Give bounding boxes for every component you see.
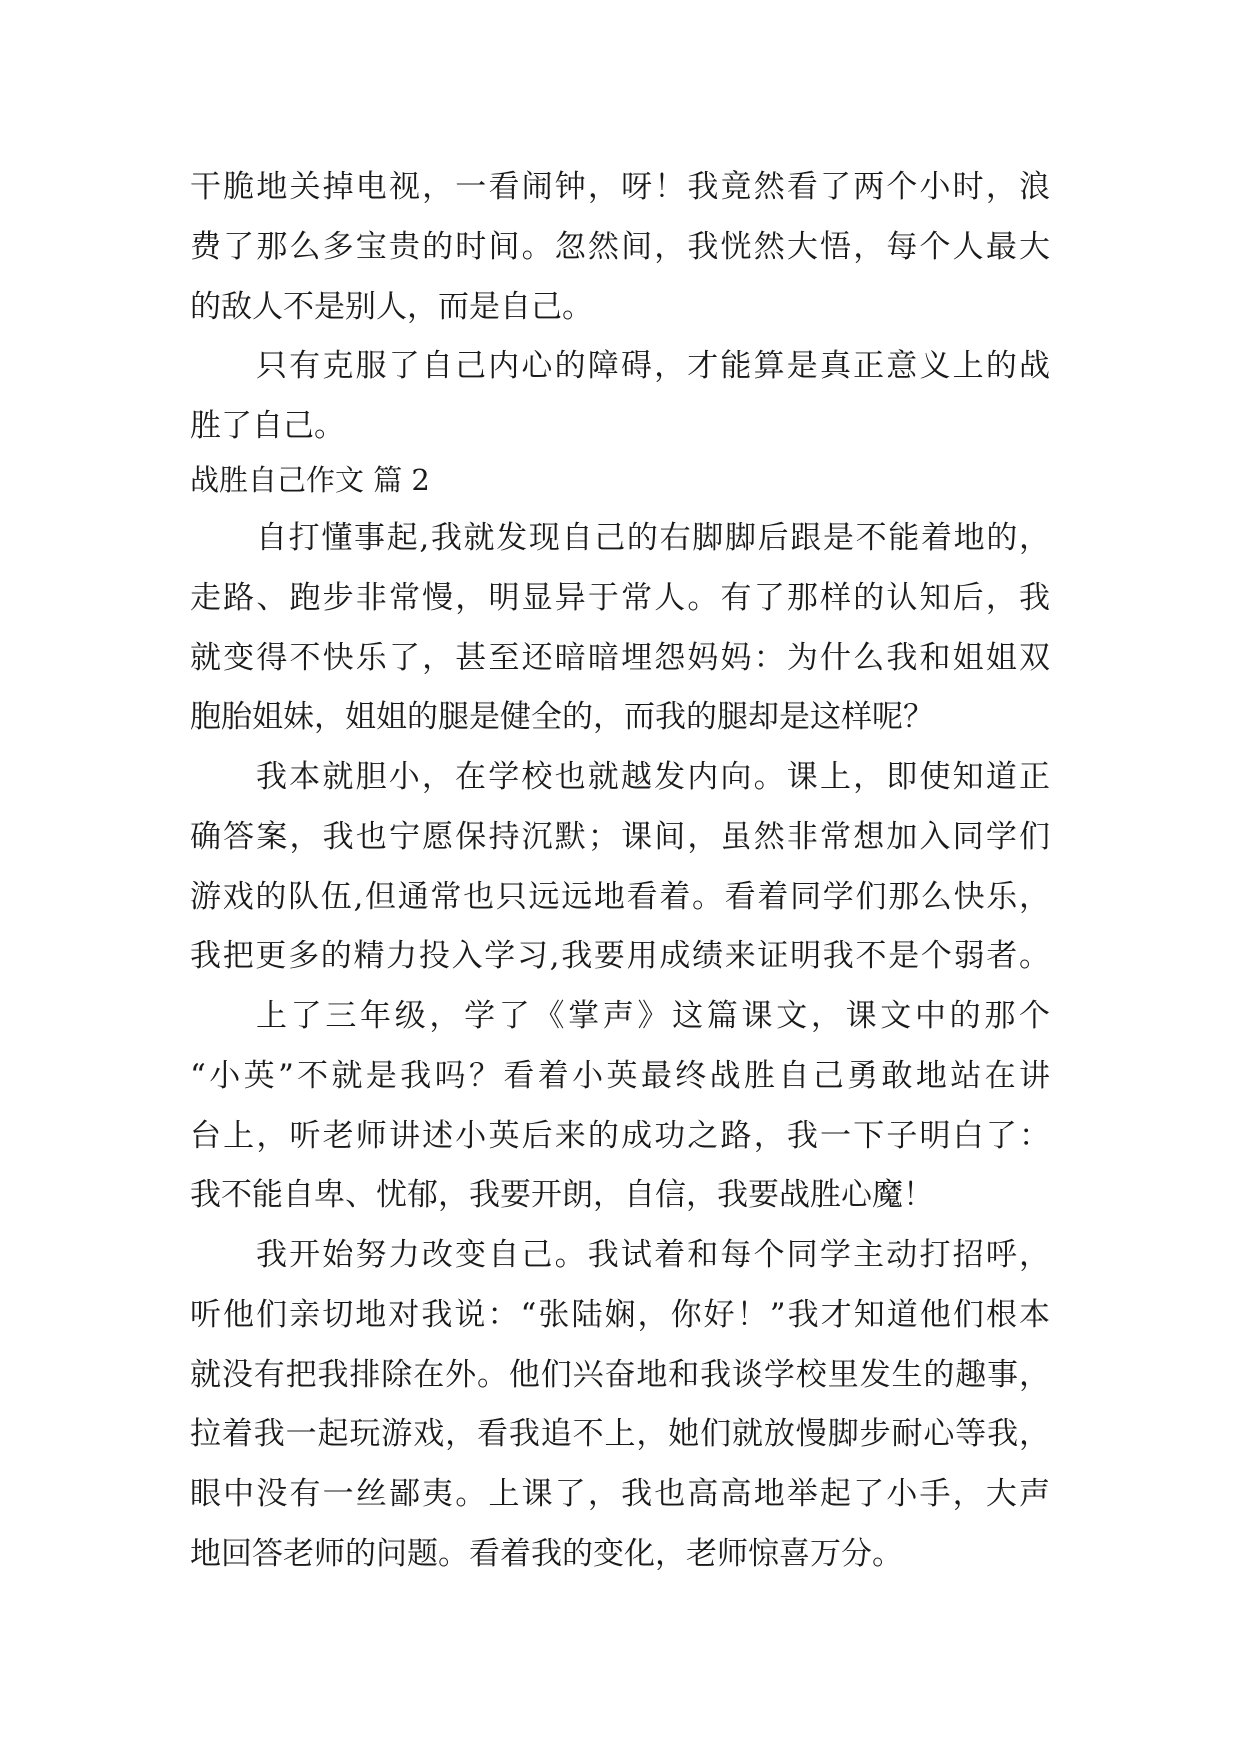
- paragraph-6-line-4: 拉着我一起玩游戏，看我追不上，她们就放慢脚步耐心等我，: [190, 1416, 1050, 1452]
- paragraph-5-line-1: 上了三年级，学了《掌声》这篇课文，课文中的那个: [256, 998, 1050, 1034]
- paragraph-5-line-4: 我不能自卑、忧郁，我要开朗，自信，我要战胜心魔！: [190, 1177, 934, 1213]
- paragraph-3-line-4: 胞胎姐妹，姐姐的腿是健全的，而我的腿却是这样呢？: [190, 699, 934, 735]
- paragraph-1-line-2: 费了那么多宝贵的时间。忽然间，我恍然大悟，每个人最大: [190, 229, 1050, 265]
- paragraph-4-line-1: 我本就胆小，在学校也就越发内向。课上，即使知道正: [256, 759, 1050, 795]
- paragraph-4-line-4: 我把更多的精力投入学习,我要用成绩来证明我不是个弱者。: [190, 938, 1050, 974]
- paragraph-4-line-2: 确答案，我也宁愿保持沉默；课间，虽然非常想加入同学们: [190, 819, 1050, 855]
- paragraph-3-line-1: 自打懂事起,我就发现自己的右脚脚后跟是不能着地的，: [256, 520, 1050, 556]
- paragraph-6-line-2: 听他们亲切地对我说：“张陆娴，你好！”我才知道他们根本: [190, 1297, 1050, 1333]
- paragraph-1-line-3: 的敌人不是别人，而是自己。: [190, 289, 593, 325]
- paragraph-5-line-3: 台上，听老师讲述小英后来的成功之路，我一下子明白了：: [190, 1118, 1050, 1154]
- paragraph-3-line-3: 就变得不快乐了，甚至还暗暗埋怨妈妈：为什么我和姐姐双: [190, 640, 1050, 676]
- paragraph-6-line-3: 就没有把我排除在外。他们兴奋地和我谈学校里发生的趣事，: [190, 1357, 1050, 1393]
- paragraph-2-line-1: 只有克服了自己内心的障碍，才能算是真正意义上的战: [256, 348, 1050, 384]
- paragraph-5-line-2: “小英”不就是我吗？看着小英最终战胜自己勇敢地站在讲: [190, 1058, 1050, 1094]
- paragraph-3-line-2: 走路、跑步非常慢，明显异于常人。有了那样的认知后，我: [190, 580, 1050, 616]
- paragraph-2-line-2: 胜了自己。: [190, 408, 345, 444]
- section-heading: 战胜自己作文 篇 2: [190, 463, 430, 497]
- paragraph-6-line-6: 地回答老师的问题。看着我的变化，老师惊喜万分。: [190, 1536, 903, 1572]
- paragraph-1-line-1: 干脆地关掉电视，一看闹钟，呀！我竟然看了两个小时，浪: [190, 169, 1050, 205]
- paragraph-6-line-5: 眼中没有一丝鄙夷。上课了，我也高高地举起了小手，大声: [190, 1476, 1050, 1512]
- paragraph-4-line-3: 游戏的队伍,但通常也只远远地看着。看着同学们那么快乐，: [190, 879, 1050, 915]
- paragraph-6-line-1: 我开始努力改变自己。我试着和每个同学主动打招呼，: [256, 1237, 1050, 1273]
